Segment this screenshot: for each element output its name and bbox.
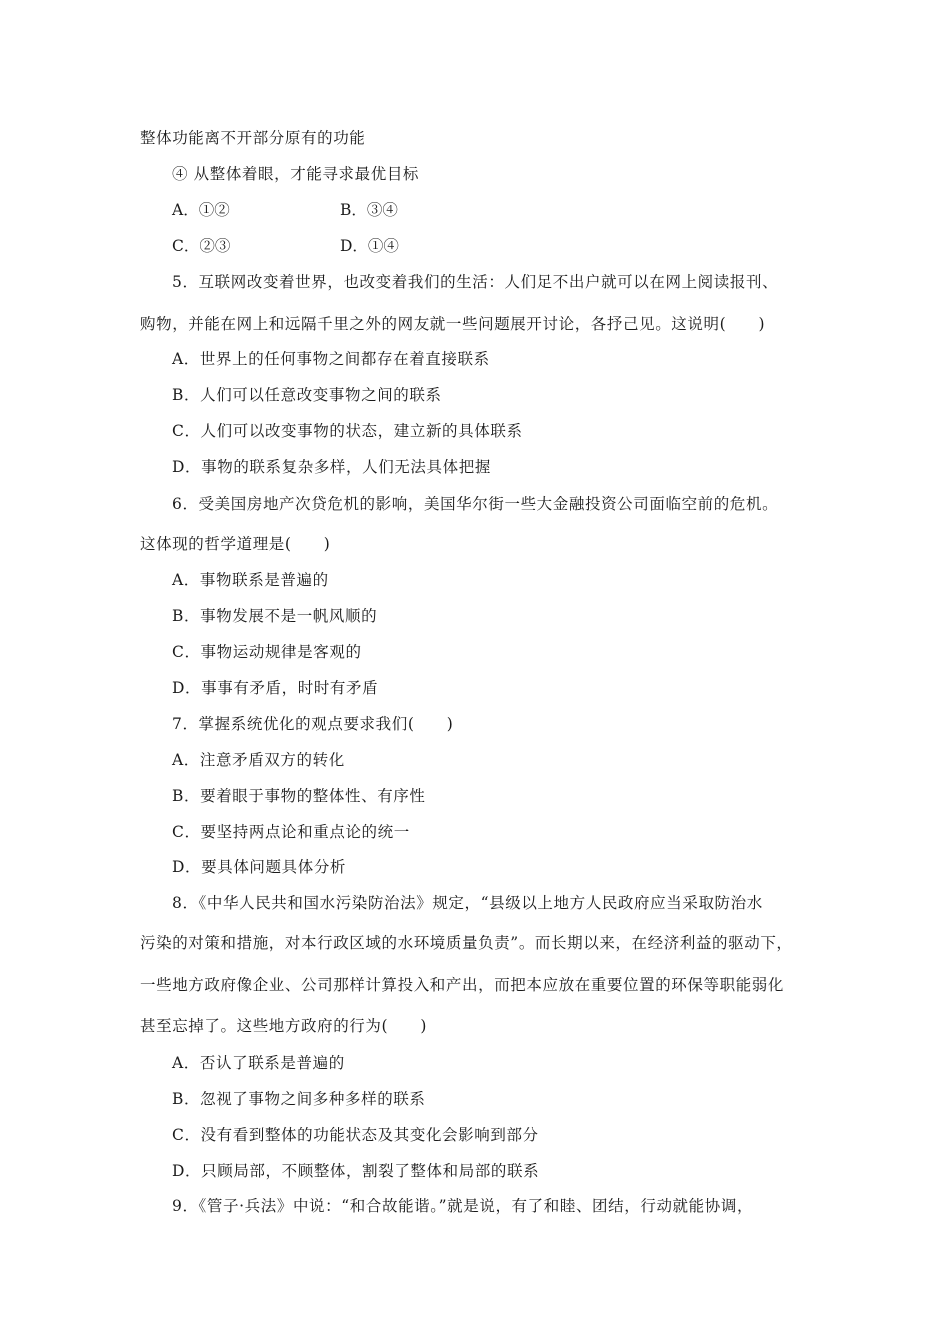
question-6-cont: 这体现的哲学道理是( ) xyxy=(140,535,331,553)
question-8: 8．《中华人民共和国水污染防治法》规定，“县级以上地方人民政府应当采取防治水 xyxy=(172,894,763,912)
option-a: A．①② xyxy=(172,201,230,219)
question-5: 5．互联网改变着世界，也改变着我们的生活：人们足不出户就可以在网上阅读报刊、 xyxy=(172,273,779,291)
option-c: C．②③ xyxy=(172,237,231,255)
option-d: D．要具体问题具体分析 xyxy=(172,858,347,876)
text-line: 整体功能离不开部分原有的功能 xyxy=(140,129,366,147)
question-8-cont: 甚至忘掉了。这些地方政府的行为( ) xyxy=(140,1017,427,1035)
option-a: A．事物联系是普遍的 xyxy=(172,571,329,589)
option-c: C．事物运动规律是客观的 xyxy=(172,643,362,661)
option-a: A．否认了联系是普遍的 xyxy=(172,1054,345,1072)
text-line: ④ 从整体着眼，才能寻求最优目标 xyxy=(172,165,420,183)
option-c: C．人们可以改变事物的状态，建立新的具体联系 xyxy=(172,422,523,440)
option-d: D．事物的联系复杂多样，人们无法具体把握 xyxy=(172,458,491,476)
option-d: D．只顾局部，不顾整体，割裂了整体和局部的联系 xyxy=(172,1162,540,1180)
question-8-cont: 一些地方政府像企业、公司那样计算投入和产出，而把本应放在重要位置的环保等职能弱化 xyxy=(140,976,785,994)
option-c: C．要坚持两点论和重点论的统一 xyxy=(172,823,410,841)
option-a: A．注意矛盾双方的转化 xyxy=(172,751,345,769)
question-9: 9．《管子·兵法》中说：“和合故能谐。”就是说，有了和睦、团结，行动就能协调， xyxy=(172,1197,754,1215)
option-d: D．①④ xyxy=(340,237,399,255)
question-5-cont: 购物，并能在网上和远隔千里之外的网友就一些问题展开讨论，各抒己见。这说明( ) xyxy=(140,315,766,333)
option-b: B．要着眼于事物的整体性、有序性 xyxy=(172,787,426,805)
question-7: 7．掌握系统优化的观点要求我们( ) xyxy=(172,715,454,733)
question-6: 6．受美国房地产次贷危机的影响，美国华尔街一些大金融投资公司面临空前的危机。 xyxy=(172,495,779,513)
option-b: B．人们可以任意改变事物之间的联系 xyxy=(172,386,442,404)
option-d: D．事事有矛盾，时时有矛盾 xyxy=(172,679,379,697)
option-b: B．忽视了事物之间多种多样的联系 xyxy=(172,1090,426,1108)
option-a: A．世界上的任何事物之间都存在着直接联系 xyxy=(172,350,490,368)
option-c: C．没有看到整体的功能状态及其变化会影响到部分 xyxy=(172,1126,539,1144)
option-b: B．事物发展不是一帆风顺的 xyxy=(172,607,378,625)
option-b: B．③④ xyxy=(340,201,398,219)
question-8-cont: 污染的对策和措施，对本行政区域的水环境质量负责”。而长期以来，在经济利益的驱动下， xyxy=(140,934,793,952)
